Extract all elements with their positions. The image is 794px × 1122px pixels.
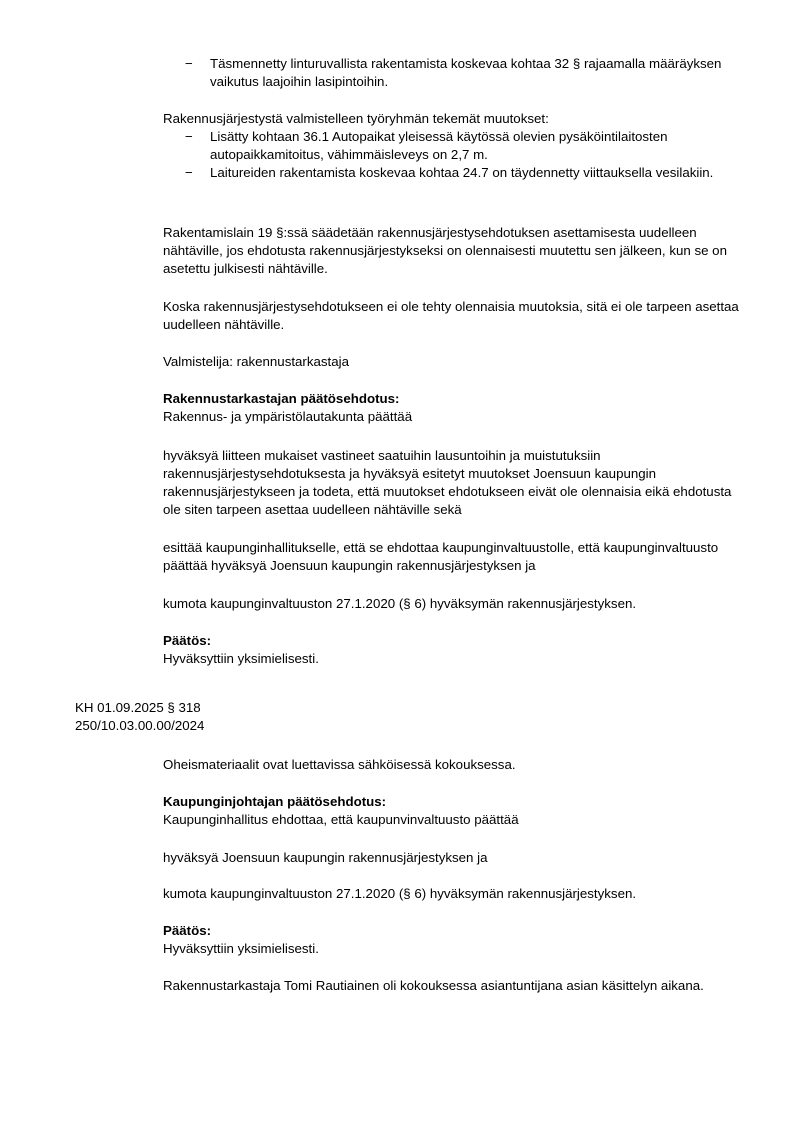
- inspector-proposal-p3: kumota kaupunginvaltuuston 27.1.2020 (§ 6) hyväksymän rakennusjärjestyksen.: [163, 596, 637, 611]
- bullet-text: Laitureiden rakentamista koskevaa kohtaa 24.7 on täydennetty viittauksella vesilakiin.: [210, 165, 714, 180]
- decision-text: Hyväksyttiin yksimielisesti.: [163, 941, 319, 956]
- decision-heading: Päätös:: [163, 633, 212, 648]
- expert-note: Rakennustarkastaja Tomi Rautiainen oli kokouksessa asiantuntijana asian käsittelyn aikana.: [163, 978, 704, 993]
- list-item: [163, 128, 743, 164]
- mayor-proposal-p2: kumota kaupunginvaltuuston 27.1.2020 (§ 6) hyväksymän rakennusjärjestyksen.: [163, 886, 637, 901]
- mayor-proposal: [163, 793, 743, 829]
- mayor-proposal-intro: Kaupunginhallitus ehdottaa, että kaupunvinvaltuusto päättää: [163, 812, 519, 827]
- top-bullet-block: [163, 55, 743, 91]
- law-paragraph: Rakentamislain 19 §:ssä säädetään rakennusjärjestysehdotuksen asettamisesta uudelleen nähtäville, jos ehdotusta rakennusjärjestykseksi on olennaisesti muutettu sen jälkeen, kun se on asetettu julkisesti nähtäville.: [163, 225, 727, 276]
- kh-reference: [75, 699, 275, 735]
- inspector-proposal-intro: Rakennus- ja ympäristölautakunta päättää: [163, 409, 413, 424]
- top-bullet-list: [163, 55, 743, 91]
- preparer-line: Valmistelija: rakennustarkastaja: [163, 354, 349, 369]
- list-item: [163, 164, 743, 182]
- bullet-text: Täsmennetty linturuvallista rakentamista koskevaa kohtaa 32 § rajaamalla määräyksen vaikutus laajoihin lasipintoihin.: [210, 56, 722, 89]
- bullet-dash: −: [185, 129, 193, 144]
- decision-text: Hyväksyttiin yksimielisesti.: [163, 651, 319, 666]
- kh-reference-line2: 250/10.03.00.00/2024: [75, 718, 205, 733]
- inspector-decision: [163, 632, 743, 668]
- bullet-text: Lisätty kohtaan 36.1 Autopaikat yleisessä käytössä olevien pysäköintilaitosten autopaikkamitoitus, vähimmäisleveys on 2,7 m.: [210, 129, 668, 162]
- workgroup-block: [163, 110, 743, 182]
- mayor-proposal-p1: hyväksyä Joensuun kaupungin rakennusjärjestyksen ja: [163, 850, 488, 865]
- kh-decision: [163, 922, 743, 958]
- bullet-dash: −: [185, 165, 193, 180]
- no-changes-paragraph: Koska rakennusjärjestysehdotukseen ei ole tehty olennaisia muutoksia, sitä ei ole tarpeen asettaa uudelleen nähtäville.: [163, 299, 739, 332]
- kh-reference-line1: KH 01.09.2025 § 318: [75, 700, 201, 715]
- decision-heading: Päätös:: [163, 923, 212, 938]
- mayor-proposal-heading: Kaupunginjohtajan päätösehdotus:: [163, 794, 387, 809]
- inspector-proposal-p2: esittää kaupunginhallitukselle, että se ehdottaa kaupunginvaltuustolle, että kaupunginvaltuusto päättää hyväksyä Joensuun kaupungin rakennusjärjestyksen ja: [163, 540, 719, 573]
- inspector-proposal-heading: Rakennustarkastajan päätösehdotus:: [163, 391, 400, 406]
- materials-line: Oheismateriaalit ovat luettavissa sähköisessä kokouksessa.: [163, 757, 516, 772]
- inspector-proposal: [163, 390, 743, 426]
- inspector-proposal-p1: hyväksyä liitteen mukaiset vastineet saatuihin lausuntoihin ja muistutuksiin rakennusjärjestysehdotuksesta ja hyväksyä esitetyt muutokset Joensuun kaupungin rakennusjärjestykseen ja todeta, että muutokset ehdotukseen eivät ole olennaisia eikä ehdotusta ole siten tarpeen asettaa uudelleen nähtäville sekä: [163, 448, 732, 517]
- workgroup-intro: Rakennusjärjestystä valmistelleen työryhmän tekemät muutokset:: [163, 111, 549, 126]
- workgroup-bullet-list: [163, 128, 743, 182]
- list-item: [163, 55, 743, 91]
- bullet-dash: −: [185, 56, 193, 71]
